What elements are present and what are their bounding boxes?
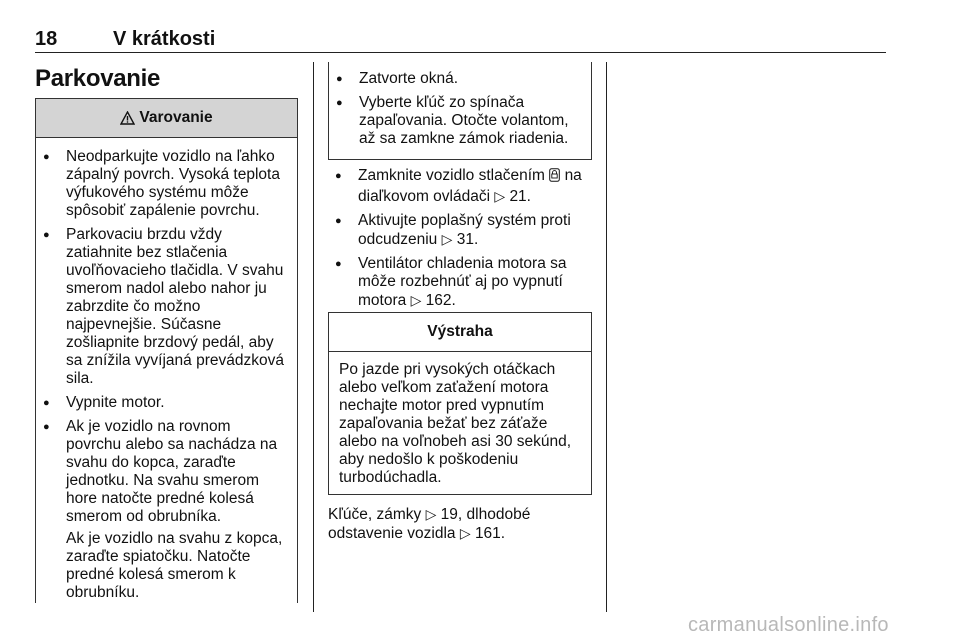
cross-reference-icon: ▷ [459, 525, 471, 541]
header-rule [35, 52, 886, 53]
page-reference[interactable]: 31. [456, 231, 479, 248]
page-reference[interactable]: 161. [474, 525, 506, 542]
page-number: 18 [35, 28, 58, 50]
warning-box-header [36, 99, 297, 138]
instructions [332, 167, 594, 316]
cross-reference-icon: ▷ [410, 292, 422, 308]
caution-box-title: Výstraha [427, 323, 493, 340]
column-rule [606, 62, 607, 612]
page-reference[interactable]: 162. [425, 292, 456, 309]
watermark: carmanualsonline.info [688, 614, 889, 636]
chapter-title: V krátkosti [113, 28, 216, 50]
cross-reference-icon: ▷ [441, 231, 453, 247]
list-item: ● Zamknite vozidlo stlačením na diaľkovom ovládači ▷ 21. [332, 167, 594, 206]
lock-key-icon [549, 168, 560, 187]
warning-box-title: Varovanie [139, 109, 213, 126]
warning-continuation: Ak je vozidlo na svahu z kopca, zaraďte spiatočku. Natočte predné kolesá smerom k obrubníku. [66, 530, 283, 601]
warning-box [35, 98, 298, 603]
list-item: ● Parkovaciu brzdu vždy zatiahnite bez stlačenia uvoľňovacieho tlačidla. V svahu smerom nadol alebo nahor ju zabrzdite čo možno najpevnejšie. Súčasne zošliapnite brzdový pedál, aby sa znížila vyvíjaná prevádzková sila. [40, 226, 287, 388]
section-title: Parkovanie [35, 65, 161, 92]
warning-triangle-icon [120, 111, 135, 125]
page-reference[interactable]: 21. [509, 188, 531, 205]
warning-list [40, 148, 287, 526]
list-item: ● Ak je vozidlo na rovnom povrchu alebo sa nachádza na svahu do kopca, zaraďte jednotku. Na svahu smerom hore natočte predné kolesá smerom od obrubníka. [40, 418, 287, 526]
list-item: ● Aktivujte poplašný systém proti odcudzeniu ▷ 31. [332, 212, 594, 249]
list-item: ● Zatvorte okná. [333, 70, 583, 88]
cross-reference-icon: ▷ [425, 506, 437, 522]
caution-box [328, 312, 592, 495]
warning-list-continued [333, 70, 583, 148]
caution-box-header [329, 313, 591, 352]
column-rule [313, 62, 314, 612]
instruction-list [332, 167, 594, 310]
warning-box-continued [328, 62, 592, 160]
list-item: ● Neodparkujte vozidlo na ľahko zápalný povrch. Vysoká teplota výfukového systému môže spôsobiť zapálenie povrchu. [40, 148, 287, 220]
related-references: Kľúče, zámky ▷ 19, dlhodobé odstavenie vozidla ▷ 161. [328, 506, 531, 542]
page-reference[interactable]: 19, [440, 506, 463, 523]
caution-text: Po jazde pri vysokých otáčkach alebo veľkom zaťažení motora nechajte motor pred vypnutím zapaľovania bežať bez záťaže alebo na voľnobeh asi 30 sekúnd, aby nedošlo k poškodeniu turbodúchadla. [339, 361, 572, 486]
list-item: ● Vyberte kľúč zo spínača zapaľovania. Otočte volantom, až sa zamkne zámok riadenia. [333, 94, 583, 148]
list-item: ● Vypnite motor. [40, 394, 287, 412]
cross-reference-icon: ▷ [494, 188, 506, 204]
list-item: ● Ventilátor chladenia motora sa môže rozbehnúť aj po vypnutí motora ▷ 162. [332, 255, 594, 310]
